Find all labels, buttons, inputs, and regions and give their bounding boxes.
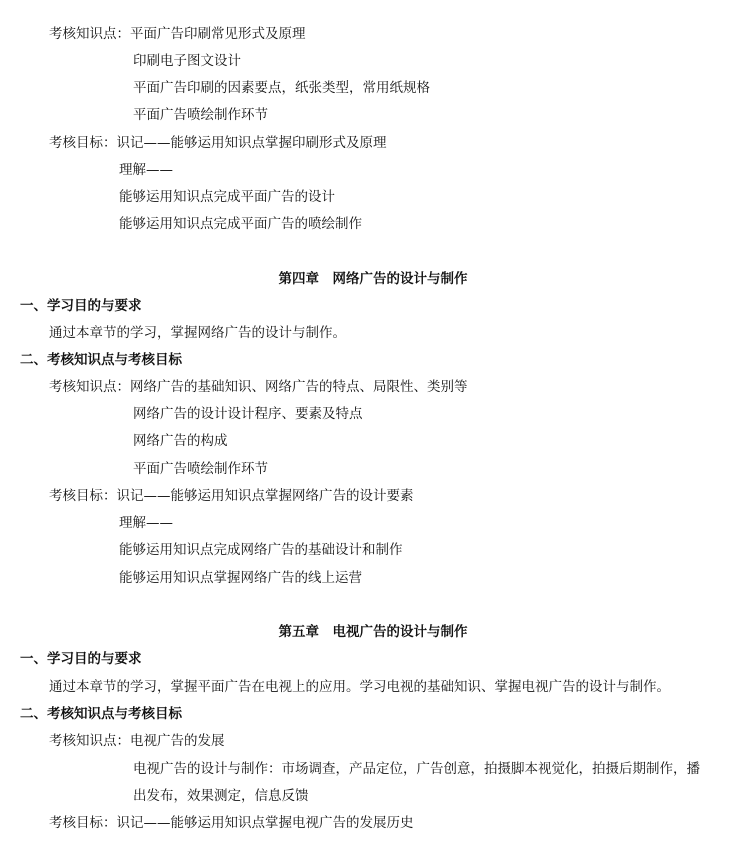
exam-points-line [49, 378, 468, 396]
exam-point: 电视广告的发展 [130, 733, 225, 749]
exam-points-label: 考核知识点： [49, 26, 130, 42]
exam-point: 平面广告印刷的因素要点，纸张类型，常用纸规格 [133, 80, 430, 96]
exam-point: 电视广告的设计与制作：市场调查，产品定位，广告创意，拍摄脚本视觉化，拍摄后期制作，播 [133, 761, 700, 777]
exam-goal: 能够运用知识点完成平面广告的设计 [119, 189, 335, 205]
exam-point: 平面广告印刷常见形式及原理 [130, 26, 306, 42]
exam-goal: 能够运用知识点完成平面广告的喷绘制作 [119, 216, 362, 232]
exam-point: 网络广告的设计设计程序、要素及特点 [133, 406, 363, 422]
exam-goals-label: 考核目标： [49, 488, 117, 504]
exam-goals-line [49, 134, 387, 152]
chapter-title: 第五章 电视广告的设计与制作 [278, 624, 468, 640]
exam-goal: 能够运用知识点掌握网络广告的线上运营 [119, 570, 362, 586]
exam-points-line [49, 25, 306, 43]
section-heading: 二、考核知识点与考核目标 [20, 352, 182, 368]
exam-point: 印刷电子图文设计 [133, 53, 241, 69]
exam-goals-line [49, 814, 414, 832]
section-heading: 一、学习目的与要求 [20, 651, 142, 667]
exam-points-line [49, 732, 225, 750]
exam-point: 网络广告的基础知识、网络广告的特点、局限性、类别等 [130, 379, 468, 395]
exam-point: 网络广告的构成 [133, 433, 228, 449]
exam-goal: 识记——能够运用知识点掌握印刷形式及原理 [116, 135, 387, 151]
section-heading: 二、考核知识点与考核目标 [20, 706, 182, 722]
exam-goal: 理解—— [119, 515, 173, 531]
exam-points-label: 考核知识点： [49, 733, 130, 749]
exam-points-label: 考核知识点： [49, 379, 130, 395]
exam-goal: 识记——能够运用知识点掌握网络广告的设计要素 [116, 488, 414, 504]
exam-point: 平面广告喷绘制作环节 [133, 461, 268, 477]
exam-point: 出发布，效果测定，信息反馈 [133, 788, 309, 804]
section-text: 通过本章节的学习，掌握网络广告的设计与制作。 [49, 325, 346, 341]
exam-goal: 理解—— [119, 162, 173, 178]
chapter-title: 第四章 网络广告的设计与制作 [278, 271, 468, 287]
exam-goal: 识记——能够运用知识点掌握电视广告的发展历史 [116, 815, 414, 831]
exam-goals-label: 考核目标： [49, 815, 117, 831]
exam-goals-label: 考核目标： [49, 135, 117, 151]
exam-goal: 能够运用知识点完成网络广告的基础设计和制作 [119, 542, 403, 558]
exam-point: 平面广告喷绘制作环节 [133, 107, 268, 123]
section-heading: 一、学习目的与要求 [20, 298, 142, 314]
exam-goals-line [49, 487, 414, 505]
section-text: 通过本章节的学习，掌握平面广告在电视上的应用。学习电视的基础知识、掌握电视广告的设计与制作。 [49, 679, 670, 695]
